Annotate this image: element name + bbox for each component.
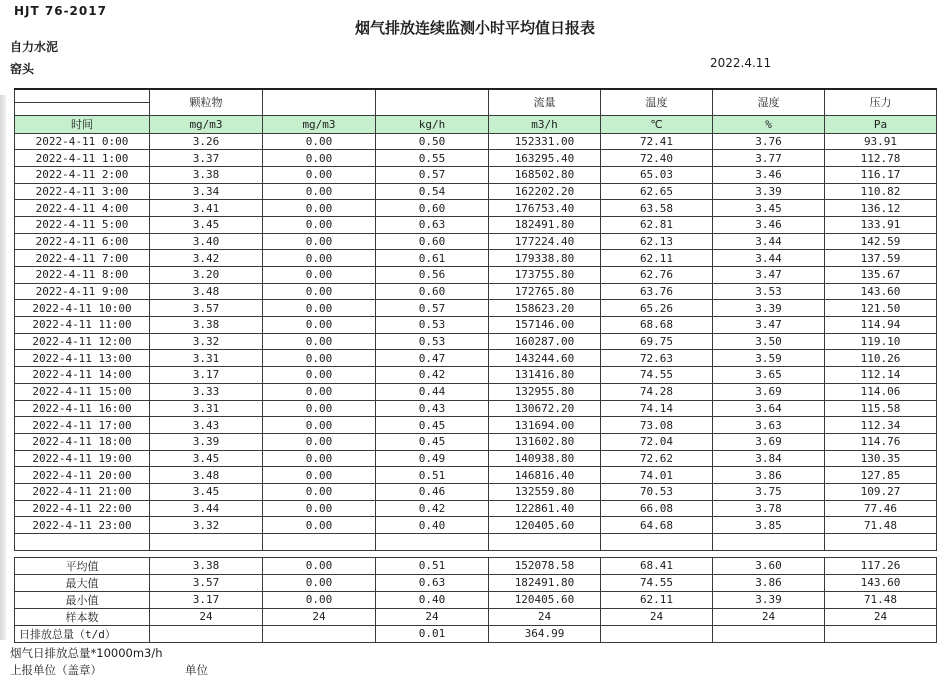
table-row: [15, 216, 937, 233]
summary-row-value-cell: 0.00: [263, 591, 376, 608]
table-row-value-cell: 3.77: [713, 150, 825, 167]
empty-row: [15, 534, 937, 551]
table-row-label-cell: 2022-4-11 3:00: [15, 183, 150, 200]
table-row-value-cell: 0.00: [263, 383, 376, 400]
summary-row-value-cell: [825, 625, 937, 642]
table-row-value-cell: 3.48: [150, 283, 263, 300]
table-row-value-cell: 70.53: [601, 483, 713, 500]
table-row: [15, 500, 937, 517]
corner-cell-top: [15, 89, 150, 102]
table-row-value-cell: 0.55: [376, 150, 489, 167]
table-row: [15, 183, 937, 200]
table-row-value-cell: 3.43: [150, 417, 263, 434]
summary-row-label-cell: 平均值: [15, 557, 150, 574]
summary-row: [15, 591, 937, 608]
table-row-value-cell: 0.00: [263, 133, 376, 150]
time-header: 时间: [15, 115, 150, 133]
table-row-label-cell: 2022-4-11 23:00: [15, 517, 150, 534]
table-row-value-cell: 131694.00: [489, 417, 601, 434]
col-header-blank-1: [263, 89, 376, 115]
table-row-value-cell: 135.67: [825, 267, 937, 284]
col-header-blank-2: [376, 89, 489, 115]
group-header-row: [15, 89, 937, 102]
table-row-value-cell: 0.00: [263, 317, 376, 334]
table-row-value-cell: 157146.00: [489, 317, 601, 334]
table-row: [15, 467, 937, 484]
table-row-value-cell: 3.17: [150, 367, 263, 384]
table-row-value-cell: 3.33: [150, 383, 263, 400]
table-row-label-cell: 2022-4-11 11:00: [15, 317, 150, 334]
col-header-temperature: 温度: [601, 89, 713, 115]
table-row-label-cell: 2022-4-11 20:00: [15, 467, 150, 484]
table-row-value-cell: 0.42: [376, 367, 489, 384]
table-row-value-cell: 72.41: [601, 133, 713, 150]
table-row-value-cell: 74.14: [601, 400, 713, 417]
table-row-value-cell: 0.53: [376, 333, 489, 350]
summary-row-value-cell: 3.38: [150, 557, 263, 574]
col-header-humidity: 湿度: [713, 89, 825, 115]
table-row: [15, 133, 937, 150]
summary-row-value-cell: 24: [825, 608, 937, 625]
table-row: [15, 517, 937, 534]
table-row-value-cell: 177224.40: [489, 233, 601, 250]
table-row-value-cell: 109.27: [825, 483, 937, 500]
table-row-label-cell: 2022-4-11 21:00: [15, 483, 150, 500]
summary-row-value-cell: 182491.80: [489, 574, 601, 591]
table-row-value-cell: 74.55: [601, 367, 713, 384]
summary-row-value-cell: 117.26: [825, 557, 937, 574]
table-row-value-cell: 162202.20: [489, 183, 601, 200]
summary-row-value-cell: 24: [150, 608, 263, 625]
table-row-value-cell: 0.45: [376, 417, 489, 434]
table-row-label-cell: 2022-4-11 6:00: [15, 233, 150, 250]
scan-edge-artifact: [0, 95, 6, 640]
hourly-empty: [15, 534, 937, 551]
summary-row-value-cell: 364.99: [489, 625, 601, 642]
table-row-value-cell: 0.63: [376, 216, 489, 233]
table-row: [15, 233, 937, 250]
table-row-value-cell: 0.51: [376, 467, 489, 484]
table-row-value-cell: 0.42: [376, 500, 489, 517]
table-row-value-cell: 3.41: [150, 200, 263, 217]
table-row-value-cell: 158623.20: [489, 300, 601, 317]
table-row-value-cell: 0.54: [376, 183, 489, 200]
table-row-value-cell: 114.76: [825, 433, 937, 450]
table-row-value-cell: 0.46: [376, 483, 489, 500]
summary-row-value-cell: 0.51: [376, 557, 489, 574]
table-row: [15, 150, 937, 167]
corner-cell-bottom: [15, 102, 150, 115]
table-row-value-cell: 3.85: [713, 517, 825, 534]
table-row-value-cell: 0.00: [263, 350, 376, 367]
summary-row-value-cell: 143.60: [825, 574, 937, 591]
table-row: [15, 166, 937, 183]
table-row-value-cell: 146816.40: [489, 467, 601, 484]
unit-m3-h: m3/h: [489, 115, 601, 133]
table-row-value-cell: 0.00: [263, 150, 376, 167]
table-row-value-cell: 3.34: [150, 183, 263, 200]
summary-row-value-cell: 24: [601, 608, 713, 625]
table-row-value-cell: 140938.80: [489, 450, 601, 467]
table-row-value-cell: 3.63: [713, 417, 825, 434]
table-row-value-cell: 3.45: [150, 483, 263, 500]
table-row-value-cell: 0.40: [376, 517, 489, 534]
summary-row-value-cell: 0.00: [263, 574, 376, 591]
table-row-value-cell: 0.57: [376, 166, 489, 183]
table-row-label-cell: 2022-4-11 8:00: [15, 267, 150, 284]
table-row-label-cell: 2022-4-11 0:00: [15, 133, 150, 150]
table-row-value-cell: 130672.20: [489, 400, 601, 417]
summary-row-value-cell: 0.40: [376, 591, 489, 608]
table-row-value-cell: 0.57: [376, 300, 489, 317]
table-row-value-cell: 130.35: [825, 450, 937, 467]
unit-header-row: [15, 115, 937, 133]
table-row-value-cell: 3.59: [713, 350, 825, 367]
table-row-value-cell: 0.61: [376, 250, 489, 267]
table-row-value-cell: 3.75: [713, 483, 825, 500]
summary-row: [15, 557, 937, 574]
summary-row-value-cell: 3.17: [150, 591, 263, 608]
table-row-value-cell: 120405.60: [489, 517, 601, 534]
summary-row-label-cell: 最大值: [15, 574, 150, 591]
table-row-value-cell: 3.45: [713, 200, 825, 217]
table-row-value-cell: 3.39: [713, 183, 825, 200]
summary-row-value-cell: 62.11: [601, 591, 713, 608]
table-row-value-cell: 62.65: [601, 183, 713, 200]
table-row-value-cell: 133.91: [825, 216, 937, 233]
table-row-value-cell: 173755.80: [489, 267, 601, 284]
table-row-value-cell: 77.46: [825, 500, 937, 517]
summary-row-value-cell: [601, 625, 713, 642]
table-row-value-cell: 3.26: [150, 133, 263, 150]
summary-row-value-cell: 152078.58: [489, 557, 601, 574]
table-row-value-cell: 0.00: [263, 417, 376, 434]
table-row-value-cell: 3.48: [150, 467, 263, 484]
table-row-label-cell: 2022-4-11 9:00: [15, 283, 150, 300]
summary-row-value-cell: 24: [713, 608, 825, 625]
table-row-value-cell: 152331.00: [489, 133, 601, 150]
table-row-label-cell: 2022-4-11 13:00: [15, 350, 150, 367]
table-row-value-cell: 143.60: [825, 283, 937, 300]
table-row: [15, 483, 937, 500]
table-row-value-cell: 3.39: [150, 433, 263, 450]
table-row-value-cell: 112.78: [825, 150, 937, 167]
table-row-value-cell: 93.91: [825, 133, 937, 150]
table-row-value-cell: 0.00: [263, 267, 376, 284]
standard-code: HJT 76-2017: [14, 4, 107, 18]
table-row-value-cell: 0.56: [376, 267, 489, 284]
table-row-label-cell: 2022-4-11 1:00: [15, 150, 150, 167]
table-row-value-cell: 131416.80: [489, 367, 601, 384]
col-header-particulate: 颗粒物: [150, 89, 263, 115]
table-row-value-cell: 163295.40: [489, 150, 601, 167]
unit-kg-h: kg/h: [376, 115, 489, 133]
table-row-value-cell: 115.58: [825, 400, 937, 417]
table-row-value-cell: 0.00: [263, 500, 376, 517]
summary-row-label-cell: 最小值: [15, 591, 150, 608]
summary-tbody: [15, 557, 937, 642]
table-row-label-cell: 2022-4-11 18:00: [15, 433, 150, 450]
unit-celsius: ℃: [601, 115, 713, 133]
table-row-label-cell: 2022-4-11 7:00: [15, 250, 150, 267]
table-row-label-cell: 2022-4-11 10:00: [15, 300, 150, 317]
table-row-value-cell: 0.00: [263, 283, 376, 300]
table-row-value-cell: 182491.80: [489, 216, 601, 233]
summary-row-value-cell: 3.60: [713, 557, 825, 574]
hourly-tbody: [15, 133, 937, 534]
table-row-value-cell: 179338.80: [489, 250, 601, 267]
table-row-value-cell: 0.00: [263, 450, 376, 467]
table-row-value-cell: 0.49: [376, 450, 489, 467]
table-row-value-cell: 3.86: [713, 467, 825, 484]
table-row-value-cell: 3.31: [150, 350, 263, 367]
table-row-value-cell: 3.69: [713, 383, 825, 400]
table-row-value-cell: 62.81: [601, 216, 713, 233]
table-row-value-cell: 63.76: [601, 283, 713, 300]
table-row-value-cell: 122861.40: [489, 500, 601, 517]
table-row-value-cell: 110.82: [825, 183, 937, 200]
table-row-value-cell: 72.63: [601, 350, 713, 367]
table-row-value-cell: 63.58: [601, 200, 713, 217]
table-row-value-cell: 3.40: [150, 233, 263, 250]
table-row-value-cell: 127.85: [825, 467, 937, 484]
table-row: [15, 267, 937, 284]
table-row-value-cell: 114.06: [825, 383, 937, 400]
table-row-value-cell: 71.48: [825, 517, 937, 534]
summary-row: [15, 625, 937, 642]
table-row-value-cell: 0.47: [376, 350, 489, 367]
table-row-label-cell: 2022-4-11 2:00: [15, 166, 150, 183]
table-row-value-cell: 3.84: [713, 450, 825, 467]
table-row-value-cell: 3.78: [713, 500, 825, 517]
table-row-value-cell: 114.94: [825, 317, 937, 334]
table-row-value-cell: 0.43: [376, 400, 489, 417]
table-row-value-cell: 0.60: [376, 233, 489, 250]
table-row-value-cell: 176753.40: [489, 200, 601, 217]
table-row-value-cell: 112.14: [825, 367, 937, 384]
table-row-value-cell: 3.44: [150, 500, 263, 517]
table-row-value-cell: 72.04: [601, 433, 713, 450]
table-row-value-cell: 142.59: [825, 233, 937, 250]
table-row-value-cell: 0.00: [263, 517, 376, 534]
table-row-value-cell: 3.39: [713, 300, 825, 317]
table-row: [15, 417, 937, 434]
table-row-label-cell: 2022-4-11 15:00: [15, 383, 150, 400]
col-header-flow: 流量: [489, 89, 601, 115]
table-row-label-cell: 2022-4-11 4:00: [15, 200, 150, 217]
summary-row-value-cell: [713, 625, 825, 642]
summary-table: [14, 557, 937, 643]
table-row-value-cell: 74.01: [601, 467, 713, 484]
table-row-value-cell: 0.00: [263, 183, 376, 200]
table-row-value-cell: 65.03: [601, 166, 713, 183]
table-row-value-cell: 3.44: [713, 233, 825, 250]
table-row: [15, 367, 937, 384]
unit-label: 单位: [185, 663, 208, 677]
table-row: [15, 283, 937, 300]
table-row-value-cell: 0.00: [263, 300, 376, 317]
col-header-pressure: 压力: [825, 89, 937, 115]
table-row-value-cell: 119.10: [825, 333, 937, 350]
table-row: [15, 450, 937, 467]
report-date: 2022.4.11: [710, 56, 772, 70]
table-row-value-cell: 3.37: [150, 150, 263, 167]
summary-row-value-cell: 0.63: [376, 574, 489, 591]
table-row: [15, 350, 937, 367]
hourly-head: [15, 89, 937, 133]
table-row-value-cell: 69.75: [601, 333, 713, 350]
table-row: [15, 200, 937, 217]
table-row-value-cell: 72.40: [601, 150, 713, 167]
summary-row-value-cell: 3.57: [150, 574, 263, 591]
table-row-value-cell: 3.46: [713, 166, 825, 183]
table-row: [15, 250, 937, 267]
table-row-value-cell: 0.44: [376, 383, 489, 400]
table-row-value-cell: 3.46: [713, 216, 825, 233]
footer-note: 烟气日排放总量*10000m3/h: [10, 646, 163, 660]
table-row-label-cell: 2022-4-11 5:00: [15, 216, 150, 233]
company-name: 自力水泥: [10, 40, 59, 54]
table-row-label-cell: 2022-4-11 17:00: [15, 417, 150, 434]
table-row-value-cell: 0.53: [376, 317, 489, 334]
table-row-value-cell: 0.00: [263, 467, 376, 484]
table-row-value-cell: 65.26: [601, 300, 713, 317]
table-row-value-cell: 0.50: [376, 133, 489, 150]
summary-row-value-cell: 0.01: [376, 625, 489, 642]
table-row-value-cell: 3.64: [713, 400, 825, 417]
table-row-value-cell: 0.00: [263, 233, 376, 250]
table-row-value-cell: 3.47: [713, 317, 825, 334]
summary-row-value-cell: 3.86: [713, 574, 825, 591]
table-row-value-cell: 3.38: [150, 166, 263, 183]
table-row-value-cell: 0.00: [263, 200, 376, 217]
table-row-value-cell: 0.00: [263, 433, 376, 450]
table-row-value-cell: 0.00: [263, 367, 376, 384]
table-row-value-cell: 3.65: [713, 367, 825, 384]
table-row-value-cell: 0.00: [263, 333, 376, 350]
table-row-value-cell: 0.60: [376, 200, 489, 217]
report-unit-label: 上报单位（盖章）: [10, 663, 102, 677]
table-row-value-cell: 0.00: [263, 250, 376, 267]
unit-mg-m3-1: mg/m3: [150, 115, 263, 133]
table-row-value-cell: 64.68: [601, 517, 713, 534]
table-row: [15, 333, 937, 350]
table-row-value-cell: 132559.80: [489, 483, 601, 500]
table-row-value-cell: 0.00: [263, 216, 376, 233]
summary-row-label-cell: 日排放总量（t/d）: [15, 625, 150, 642]
table-row-label-cell: 2022-4-11 16:00: [15, 400, 150, 417]
table-row: [15, 383, 937, 400]
table-row: [15, 433, 937, 450]
location-name: 窑头: [10, 62, 35, 76]
table-row-value-cell: 3.57: [150, 300, 263, 317]
hourly-table: [14, 88, 937, 551]
table-row-value-cell: 62.76: [601, 267, 713, 284]
page-title: 烟气排放连续监测小时平均值日报表: [354, 19, 595, 37]
summary-row-value-cell: 24: [376, 608, 489, 625]
table-row-value-cell: 172765.80: [489, 283, 601, 300]
table-row-value-cell: 3.50: [713, 333, 825, 350]
summary-row-value-cell: 3.39: [713, 591, 825, 608]
summary-row-value-cell: [263, 625, 376, 642]
summary-row-value-cell: 24: [263, 608, 376, 625]
table-row-value-cell: 3.76: [713, 133, 825, 150]
unit-pa: Pa: [825, 115, 937, 133]
unit-mg-m3-2: mg/m3: [263, 115, 376, 133]
table-row-value-cell: 3.20: [150, 267, 263, 284]
table-row-value-cell: 3.42: [150, 250, 263, 267]
summary-row-value-cell: 120405.60: [489, 591, 601, 608]
table-row-value-cell: 3.47: [713, 267, 825, 284]
tables-wrapper: [14, 88, 936, 643]
table-row-value-cell: 0.00: [263, 483, 376, 500]
table-row: [15, 317, 937, 334]
table-row-value-cell: 62.13: [601, 233, 713, 250]
table-row-value-cell: 0.00: [263, 400, 376, 417]
table-row-label-cell: 2022-4-11 14:00: [15, 367, 150, 384]
table-row-value-cell: 143244.60: [489, 350, 601, 367]
table-row-value-cell: 132955.80: [489, 383, 601, 400]
table-row-value-cell: 3.38: [150, 317, 263, 334]
unit-percent: %: [713, 115, 825, 133]
table-row-value-cell: 136.12: [825, 200, 937, 217]
table-row-value-cell: 3.69: [713, 433, 825, 450]
table-row-value-cell: 112.34: [825, 417, 937, 434]
table-row-value-cell: 121.50: [825, 300, 937, 317]
table-row-label-cell: 2022-4-11 12:00: [15, 333, 150, 350]
summary-row-label-cell: 样本数: [15, 608, 150, 625]
table-row-label-cell: 2022-4-11 22:00: [15, 500, 150, 517]
summary-row: [15, 574, 937, 591]
summary-row-value-cell: 0.00: [263, 557, 376, 574]
table-row-value-cell: 66.08: [601, 500, 713, 517]
summary-row-value-cell: 74.55: [601, 574, 713, 591]
table-row-label-cell: 2022-4-11 19:00: [15, 450, 150, 467]
table-row-value-cell: 3.32: [150, 333, 263, 350]
table-row-value-cell: 3.45: [150, 450, 263, 467]
table-row-value-cell: 3.44: [713, 250, 825, 267]
table-row-value-cell: 3.31: [150, 400, 263, 417]
table-row-value-cell: 72.62: [601, 450, 713, 467]
table-row-value-cell: 137.59: [825, 250, 937, 267]
table-row-value-cell: 168502.80: [489, 166, 601, 183]
summary-row-value-cell: 68.41: [601, 557, 713, 574]
table-row-value-cell: 0.45: [376, 433, 489, 450]
summary-row-value-cell: [150, 625, 263, 642]
summary-row: [15, 608, 937, 625]
table-row-value-cell: 3.32: [150, 517, 263, 534]
table-row-value-cell: 3.53: [713, 283, 825, 300]
summary-row-value-cell: 24: [489, 608, 601, 625]
table-row-value-cell: 0.00: [263, 166, 376, 183]
table-row-value-cell: 0.60: [376, 283, 489, 300]
table-row-value-cell: 131602.80: [489, 433, 601, 450]
table-row-value-cell: 116.17: [825, 166, 937, 183]
table-row-value-cell: 62.11: [601, 250, 713, 267]
table-row-value-cell: 73.08: [601, 417, 713, 434]
table-row-value-cell: 3.45: [150, 216, 263, 233]
table-row-value-cell: 160287.00: [489, 333, 601, 350]
summary-row-value-cell: 71.48: [825, 591, 937, 608]
table-row-value-cell: 74.28: [601, 383, 713, 400]
table-row-value-cell: 110.26: [825, 350, 937, 367]
table-row-value-cell: 68.68: [601, 317, 713, 334]
table-row: [15, 300, 937, 317]
table-row: [15, 400, 937, 417]
